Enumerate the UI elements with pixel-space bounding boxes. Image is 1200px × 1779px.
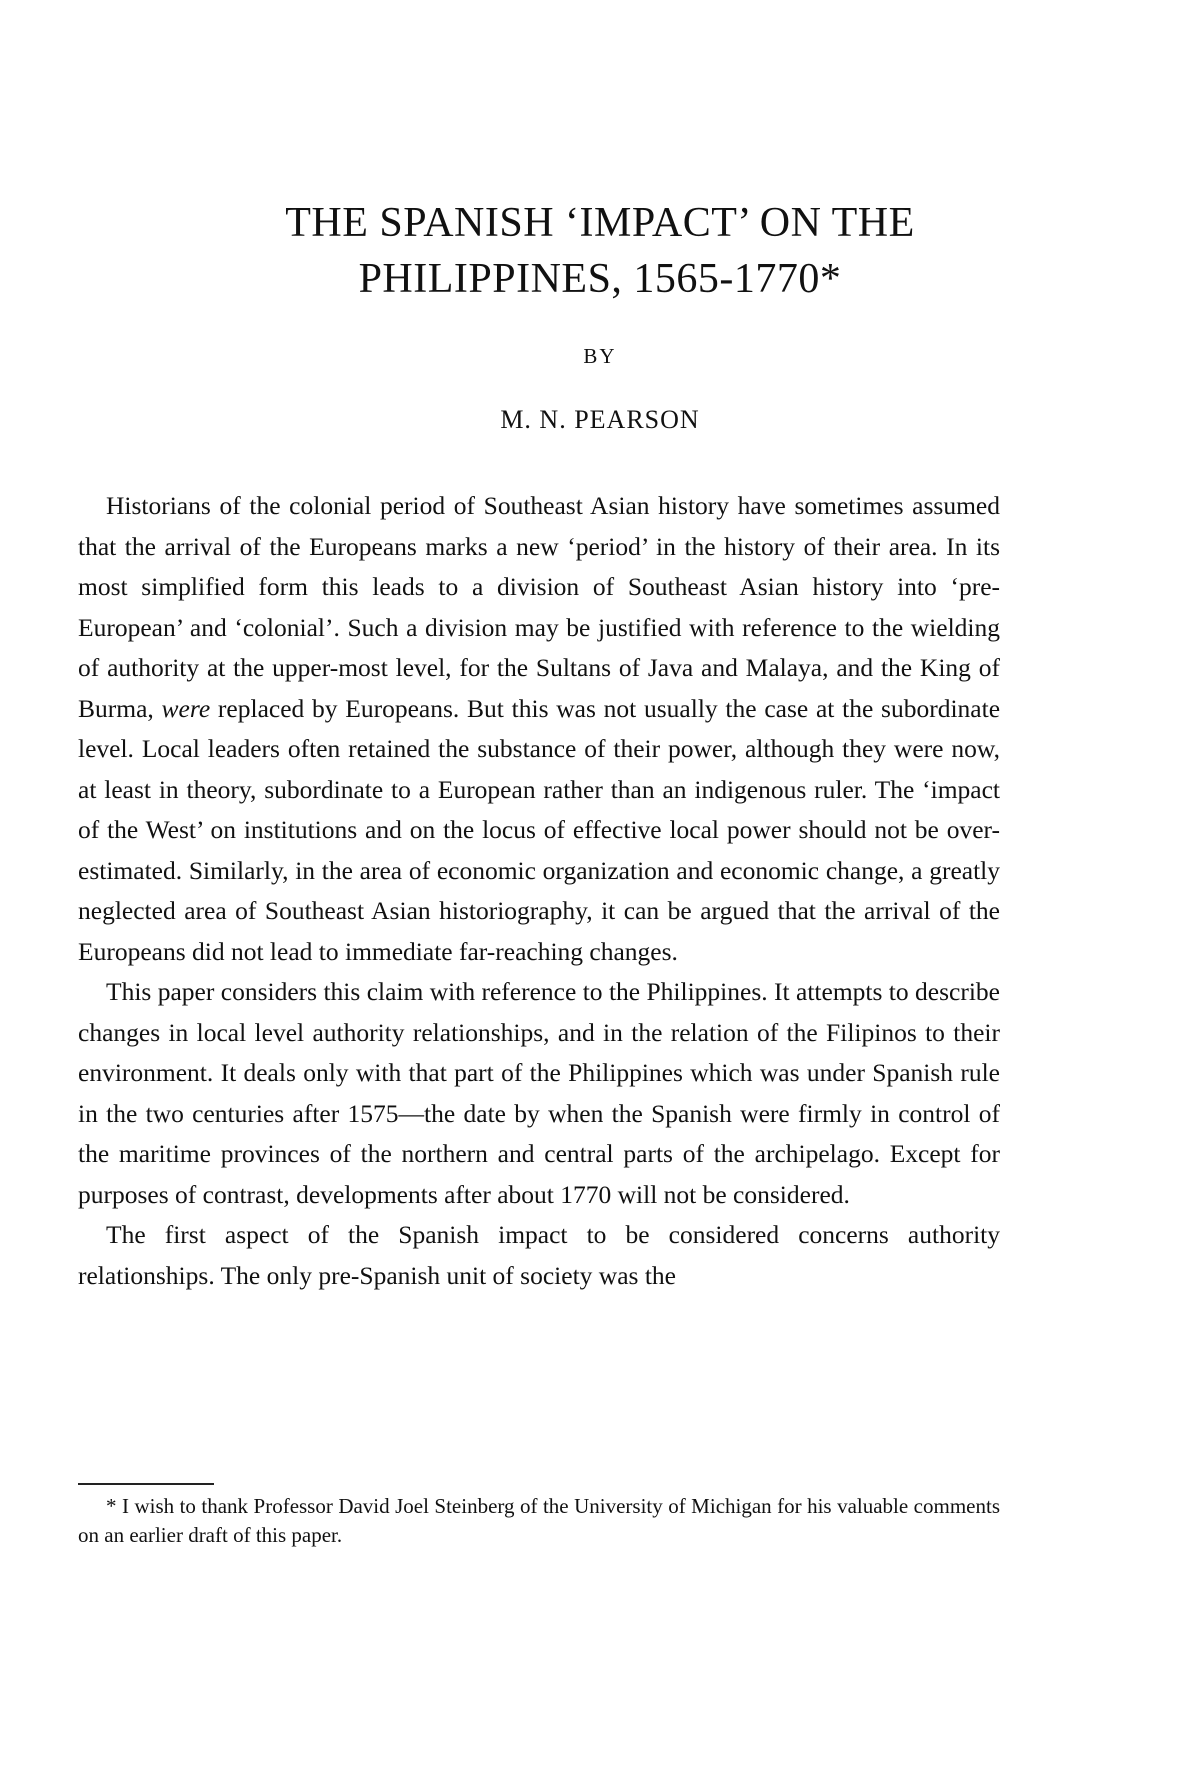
body-paragraph-2: This paper considers this claim with reference to the Philippines. It attempts to describe changes in local level authority relationships, and in the relation of the Filipinos to their environment. It deals only with that part of the Philippines which was under Spanish rule in the two centuries after 1575—the date by when the Spanish were firmly in control of the maritime provinces of the northern and central parts of the archipelago. Except for purposes of contrast, developments after about 1770 will not be considered. (78, 977, 1000, 1209)
article-title-line-1: THE SPANISH ‘IMPACT’ ON THE (285, 200, 915, 246)
paragraph-1-part-b: replaced by Europeans. But this was not usually the case at the subordinate level. Local leaders often retained the substance of their power, although they were now, at least in theory, subordinate to a European rather than an indigenous ruler. The ‘impact of the West’ on institutions and on the locus of effective local power should not be over-estimated. Similarly, in the area of economic organization and economic change, a greatly neglected area of Southeast Asian historiography, it can be argued that the arrival of the Europeans did not lead to immediate far-reaching changes. (78, 693, 1001, 966)
body-paragraph-3: The first aspect of the Spanish impact to be considered concerns authority relationships. The only pre-Spanish unit of society was the (78, 1220, 1000, 1290)
article-title-line-2: PHILIPPINES, 1565-1770* (358, 256, 842, 302)
emphasis-were: were (161, 693, 211, 723)
byline-label: BY (583, 344, 617, 368)
article-title (150, 195, 1050, 307)
body-paragraph-1 (78, 486, 1000, 972)
footnote-divider (78, 1483, 214, 1485)
article-body (78, 486, 1000, 1296)
paragraph-1-part-a: Historians of the colonial period of Southeast Asian history have sometimes assumed that the arrival of the Europeans marks a new ‘period’ in the history of their area. In its most simplified form this leads to a division of Southeast Asian history into ‘pre-European’ and ‘colonial’. Such a division may be justified with reference to the wielding of authority at the upper-most level, for the Sultans of Java and Malaya, and the King of Burma, (78, 491, 1000, 723)
footnote: * I wish to thank Professor David Joel Steinberg of the University of Michigan for his valuable comments on an earlier draft of this paper. (78, 1494, 1000, 1547)
author-name: M. N. PEARSON (500, 405, 700, 434)
